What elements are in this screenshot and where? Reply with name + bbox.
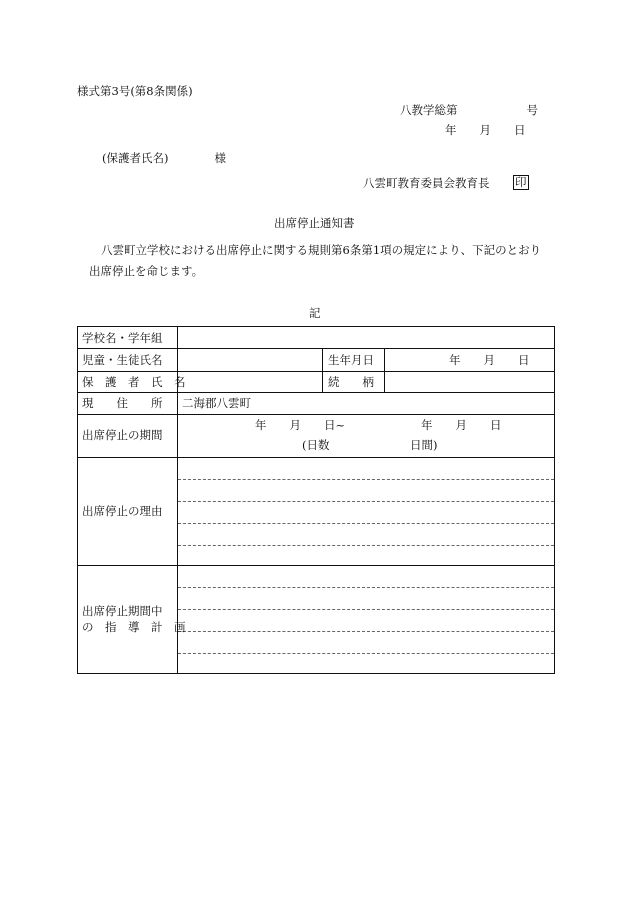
- seal-mark: 印: [515, 175, 527, 189]
- period-start-date: 年 月 日~: [255, 418, 346, 432]
- sender-title: 八雲町教育委員会教育長: [363, 176, 490, 190]
- notice-table: [77, 326, 555, 674]
- birth-date-label: 生年月日: [328, 353, 374, 367]
- table-rule: [78, 457, 554, 458]
- plan-writing-line: [178, 653, 554, 654]
- reason-writing-line: [178, 523, 554, 524]
- relation-label: 続 柄: [328, 375, 374, 389]
- period-end-date: 年 月 日: [421, 418, 502, 432]
- body-line-1: 八雲町立学校における出席停止に関する規則第6条第1項の規定により、下記のとおり: [101, 243, 542, 257]
- guidance-plan-label-line-1: 出席停止期間中: [82, 604, 163, 618]
- reason-writing-line: [178, 545, 554, 546]
- table-rule: [78, 371, 554, 372]
- table-rule: [78, 565, 554, 566]
- document-number: 八教学総第 号: [400, 103, 538, 117]
- document-title: 出席停止通知書: [274, 216, 355, 230]
- address-value: 二海郡八雲町: [182, 396, 251, 410]
- ki-heading: 記: [309, 306, 321, 320]
- plan-writing-line: [178, 609, 554, 610]
- period-label: 出席停止の期間: [82, 428, 163, 442]
- body-line-2: 出席停止を命じます。: [89, 264, 204, 278]
- table-column-rule: [322, 348, 323, 392]
- table-rule: [78, 392, 554, 393]
- plan-writing-line: [178, 631, 554, 632]
- table-rule: [78, 414, 554, 415]
- reason-writing-line: [178, 479, 554, 480]
- form-number-label: 様式第3号(第8条関係): [77, 84, 193, 98]
- reason-label: 出席停止の理由: [82, 504, 163, 518]
- plan-writing-line: [178, 587, 554, 588]
- table-rule: [78, 348, 554, 349]
- guardian-name-label: 保 護 者 氏 名: [82, 375, 186, 389]
- guidance-plan-label-line-2: の 指 導 計 画: [82, 620, 186, 634]
- table-column-rule: [384, 348, 385, 392]
- school-label: 学校名・学年組: [82, 331, 163, 345]
- reason-writing-line: [178, 501, 554, 502]
- issue-date: 年 月 日: [445, 123, 526, 137]
- recipient-line: (保護者氏名) 様: [102, 151, 226, 165]
- period-days: (日数 日間): [302, 438, 438, 452]
- address-label: 現 住 所: [82, 396, 163, 410]
- student-name-label: 児童・生徒氏名: [82, 353, 163, 367]
- birth-date-value: 年 月 日: [449, 353, 530, 367]
